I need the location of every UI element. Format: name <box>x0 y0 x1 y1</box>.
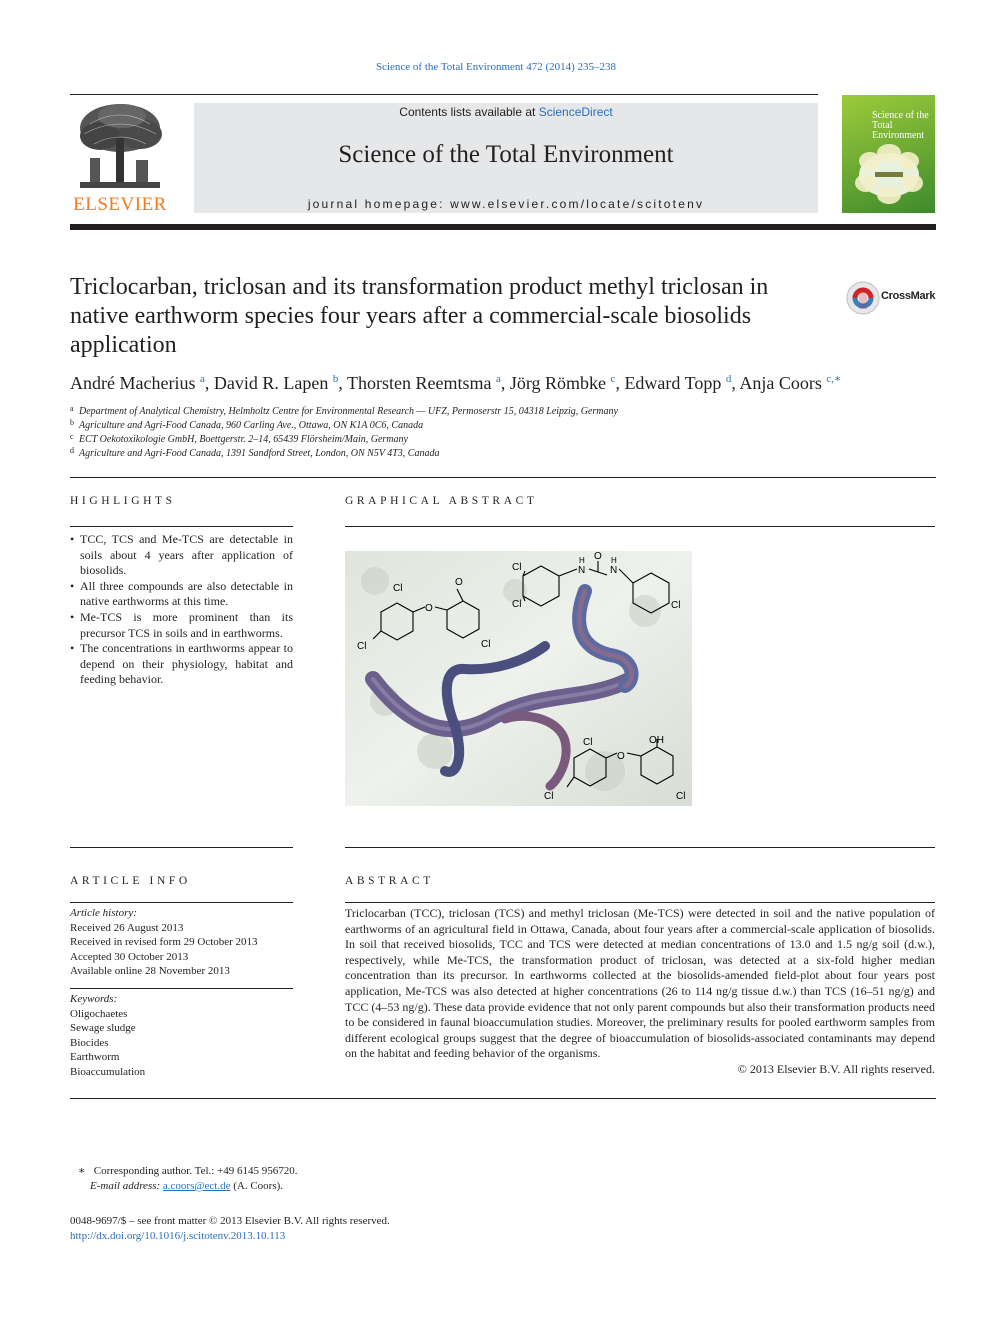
affiliation-text: ECT Oekotoxikologie GmbH, Boettgerstr. 2–14, 65439 Flörsheim/Main, Germany <box>79 434 408 445</box>
history-label: Article history: <box>70 907 137 919</box>
author[interactable] <box>739 373 841 393</box>
atom-label: O <box>455 577 463 588</box>
atom-label: Cl <box>544 791 554 802</box>
graphical-abstract-rule <box>345 526 935 527</box>
article-info-rule <box>70 902 293 903</box>
cover-flower-icon <box>842 95 935 213</box>
affiliation <box>70 419 936 433</box>
atom-label: Cl <box>393 583 403 594</box>
keyword: Earthworm <box>70 1051 120 1063</box>
affiliation-marker: a <box>70 404 74 413</box>
copyright-notice: © 2013 Elsevier B.V. All rights reserved. <box>737 1061 935 1076</box>
section-rule <box>70 477 936 478</box>
author[interactable] <box>347 373 510 393</box>
elsevier-logo[interactable] <box>70 100 170 216</box>
article-title: Triclocarban, triclosan and its transformation product methyl triclosan in native earthworm species four years after a commercial-scale biosolids application <box>70 274 769 358</box>
affiliation-marker: b <box>70 418 74 427</box>
atom-label: O <box>617 751 625 762</box>
author-name: André Macherius <box>70 373 196 393</box>
footnote-marker: ∗ <box>78 1165 86 1177</box>
journal-homepage[interactable]: journal homepage: www.elsevier.com/locate/scitotenv <box>307 197 705 211</box>
author-affiliation-ref[interactable]: a <box>495 373 501 385</box>
author-list <box>70 372 936 394</box>
atom-label: H <box>579 556 585 565</box>
author-name: David R. Lapen <box>213 373 329 393</box>
author-affiliation-ref[interactable]: d <box>725 373 732 385</box>
affiliation-marker: d <box>70 446 74 455</box>
highlights-list <box>70 532 293 688</box>
abstract-body <box>345 906 935 1078</box>
elsevier-wordmark: ELSEVIER <box>73 194 167 215</box>
affiliation-text: Agriculture and Agri-Food Canada, 1391 Sandford Street, London, ON N5V 4T3, Canada <box>79 448 440 459</box>
author-affiliation-ref[interactable]: c,∗ <box>826 373 842 385</box>
author-separator: , <box>338 373 348 393</box>
author-name: Jörg Römbke <box>509 373 607 393</box>
highlights-rule <box>70 526 293 527</box>
header-rule <box>70 94 818 95</box>
affiliation-list <box>70 405 936 461</box>
contents-prefix: Contents lists available at <box>399 105 539 119</box>
atom-label: N <box>610 565 618 576</box>
abstract-heading: ABSTRACT <box>345 875 434 887</box>
atom-label: H <box>611 556 617 565</box>
section-rule-left <box>70 847 293 848</box>
history-item: Available online 28 November 2013 <box>70 965 230 977</box>
graphical-abstract-heading: GRAPHICAL ABSTRACT <box>345 495 538 507</box>
issn-line: 0048-9697/$ – see front matter © 2013 Elsevier B.V. All rights reserved. <box>70 1215 390 1227</box>
cover-title: Science of the Total Environment <box>872 110 929 141</box>
author[interactable] <box>624 373 739 393</box>
keyword: Bioaccumulation <box>70 1065 146 1078</box>
keyword: Biocides <box>70 1036 109 1049</box>
author-name: Thorsten Reemtsma <box>347 373 492 393</box>
corresponding-author: Corresponding author. Tel.: +49 6145 956720. <box>93 1165 298 1177</box>
atom-label: O <box>425 603 433 614</box>
affiliation <box>70 405 936 419</box>
bottom-rule <box>70 1098 936 1099</box>
highlight-item: • The concentrations in earthworms appear to depend on their physiology, habitat and feeding behavior. <box>70 641 293 688</box>
atom-label: Cl <box>671 600 681 611</box>
keywords-label: Keywords: <box>70 993 118 1005</box>
crossmark-button[interactable] <box>846 281 938 315</box>
keywords-block <box>70 992 293 1079</box>
article-info <box>70 906 293 979</box>
crossmark-label: CrossMark <box>881 290 936 302</box>
journal-banner <box>194 103 818 213</box>
journal-cover-image[interactable] <box>842 95 935 213</box>
earthworm-chemistry-figure <box>345 551 692 806</box>
email-link[interactable]: a.coors@ect.de <box>162 1180 231 1192</box>
sciencedirect-link[interactable]: ScienceDirect <box>538 105 613 119</box>
author[interactable] <box>510 373 625 393</box>
section-rule-right <box>345 847 935 848</box>
atom-label: OH <box>649 735 664 746</box>
abstract-text: Triclocarban (TCC), triclosan (TCS) and methyl triclosan (Me-TCS) were detected in soil and the native population of earthworms of an agricultural field in Ottawa, Canada, about four years after a commercial-scale application of biosolids. In soil that received biosolids, TCC and TCS were detected at median concentrations of 13.0 and 1.5 ng/g soil (d.w.), respectively, while Me-TCS, the transformation product of triclosan, was detected at a six-fold higher median concentration than its precursor. In earthworms collected at the biosolids-amended field-plot about four years post application, Me-TCS was also detected at higher concentrations (26 to 114 ng/g tissue d.w.) than TCS (16–51 ng/g) and TCC (4–53 ng/g). These data provide evidence that not only parent compounds but also their transformation products need to be considered in faunal bioaccumulation studies. Moreover, the preliminary results for pooled earthworm samples from different ecological groups suggest that the degree of bioaccumulation of biosolids-associated contaminants may depend on the habitat and feeding behavior of the organisms. <box>345 906 935 1061</box>
atom-label: Cl <box>512 599 522 610</box>
atom-label: Cl <box>357 641 367 652</box>
author[interactable] <box>70 373 214 393</box>
highlight-item: • Me-TCS is more prominent than its precursor TCS in soils and in earthworms. <box>70 610 293 641</box>
tree-icon <box>70 100 170 192</box>
atom-label: Cl <box>481 639 491 650</box>
highlight-item: • All three compounds are also detectable in native earthworms at this time. <box>70 579 293 610</box>
author-affiliation-ref[interactable]: c <box>610 373 616 385</box>
author-name: Anja Coors <box>739 373 822 393</box>
affiliation <box>70 447 936 461</box>
keywords-rule <box>70 988 293 989</box>
doi-link[interactable]: http://dx.doi.org/10.1016/j.scitotenv.2013.10.113 <box>70 1230 286 1242</box>
affiliation-text: Department of Analytical Chemistry, Helmholtz Centre for Environmental Research — UFZ, Permoserstr 15, 04318 Leipzig, Germany <box>79 406 618 417</box>
highlight-item: • TCC, TCS and Me-TCS are detectable in soils about 4 years after application of biosolids. <box>70 532 293 579</box>
abstract-rule <box>345 902 935 903</box>
author-name: Edward Topp <box>624 373 722 393</box>
crossmark-icon <box>846 281 880 315</box>
keyword: Sewage sludge <box>70 1022 136 1034</box>
affiliation <box>70 433 936 447</box>
history-item: Accepted 30 October 2013 <box>70 950 189 963</box>
journal-title: Science of the Total Environment <box>338 141 674 168</box>
highlights-heading: HIGHLIGHTS <box>70 495 176 507</box>
author-affiliation-ref[interactable]: a <box>199 373 205 385</box>
atom-label: Cl <box>583 737 593 748</box>
atom-label: Cl <box>676 791 686 802</box>
author[interactable] <box>214 373 347 393</box>
atom-label: O <box>594 551 602 562</box>
article-info-heading: ARTICLE INFO <box>70 875 191 887</box>
author-separator: , <box>204 373 214 393</box>
history-item: Received in revised form 29 October 2013 <box>70 936 258 948</box>
issn-block <box>70 1214 670 1244</box>
author-separator: , <box>731 373 740 393</box>
email-label: E-mail address: <box>90 1180 161 1192</box>
affiliation-marker: c <box>70 432 74 441</box>
atom-label: N <box>578 565 586 576</box>
author-separator: , <box>615 373 625 393</box>
atom-label: Cl <box>512 562 522 573</box>
corresponding-author-footnote <box>78 1164 578 1194</box>
header-thick-rule <box>70 224 936 230</box>
keyword: Oligochaetes <box>70 1007 128 1020</box>
email-suffix: (A. Coors). <box>230 1180 284 1192</box>
contents-line <box>194 105 818 119</box>
affiliation-text: Agriculture and Agri-Food Canada, 960 Carling Ave., Ottawa, ON K1A 0C6, Canada <box>79 420 424 431</box>
history-item: Received 26 August 2013 <box>70 921 184 934</box>
journal-citation[interactable]: Science of the Total Environment 472 (2014) 235–238 <box>375 61 617 73</box>
author-affiliation-ref[interactable]: b <box>332 373 339 385</box>
author-separator: , <box>500 373 510 393</box>
graphical-abstract-image[interactable] <box>345 551 692 806</box>
